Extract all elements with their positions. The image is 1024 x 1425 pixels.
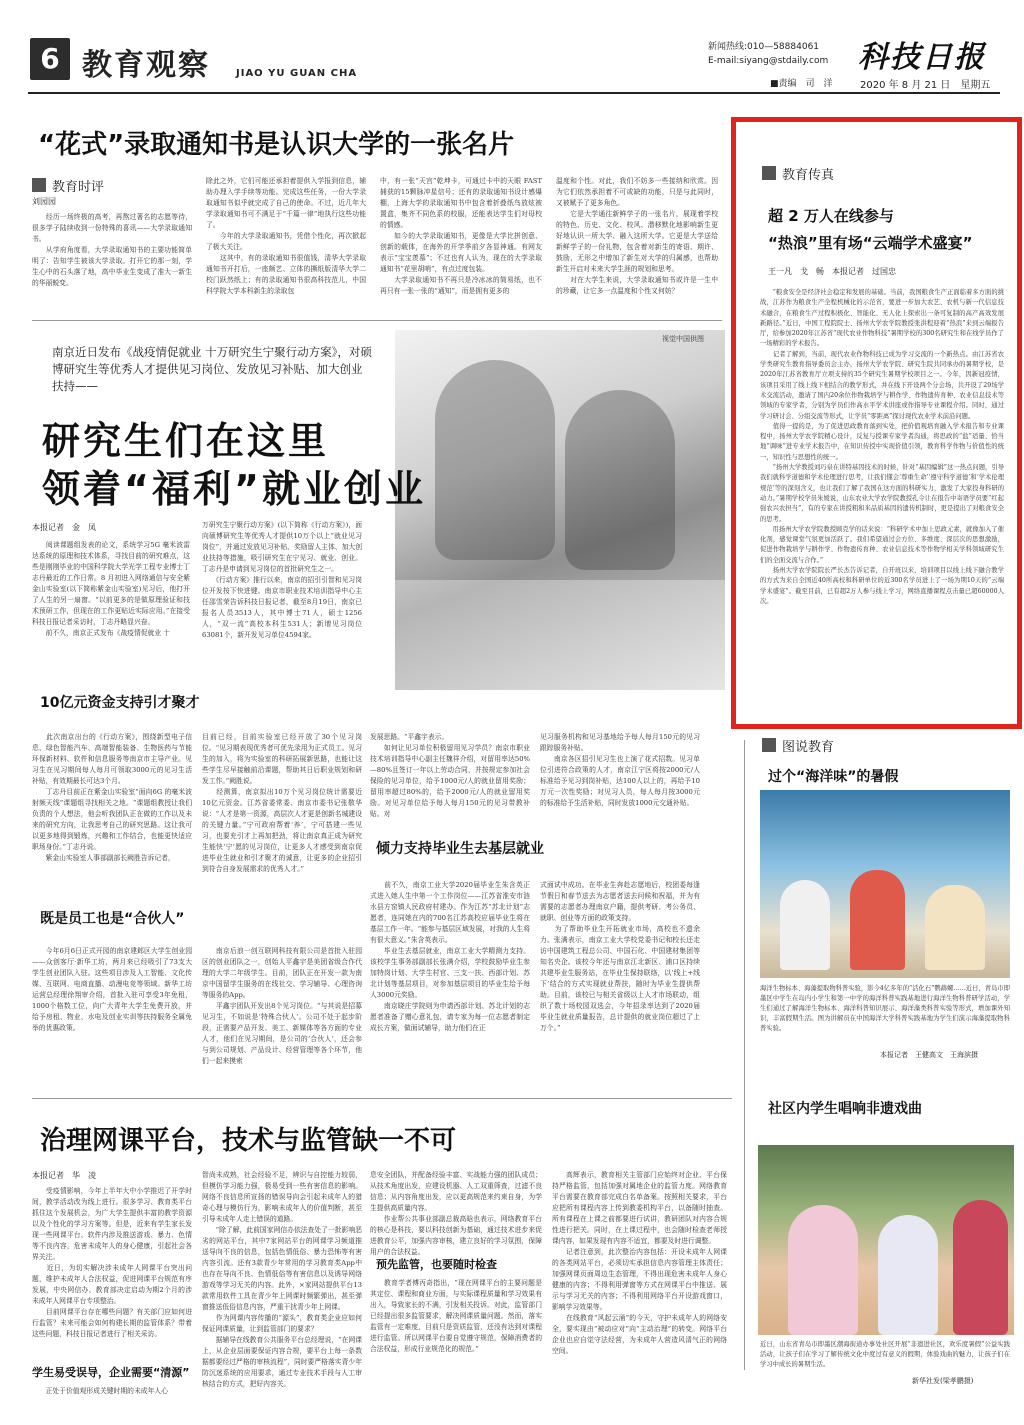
article4-col2: 南京后浪一创互联网科技有限公司是首批入驻园区的创业团队之一，创始人平鑫宇是美团省级合作代理的大学二年级学生。目前，团队正在开发一款为南京中国留学生服务的在线社交、学习辅导、心理咨询等服务的App。 平鑫宇团队开发出8个见习岗位。“与其说是招募见习生，不如说是‘特殊合伙人’。公司不处于起步阶段，正需要产品开发、美工、新媒体等各方面的专业人才，他们在见习期间，是公司的‘合伙人’，还会参与到公司规划、产品设计、经营管理等各个环节，他们一起来摸索 — [202, 947, 362, 1065]
article1-col4: 温度和个性。对此，我们不妨多一些接纳和欣赏。因为它们依然承担着不可或缺的功能，只是与此同时，又被赋予了更多角色。 它是大学通往新鲜学子的一张名片，展现着学校的特色、历史、文化、校风、潜移默化地影响新生更好地认识一所大学、融入这所大学。它更是大学送给新鲜学子的一份礼物，包含着对新生的寄语、期许、鼓励，无形之中增加了新生对大学的归属感，也帮助新生开启对未来大学生涯的规划和思考。 对在大学生来说，大学录取通知书或许是一生中的珍藏，让它多一点温度和个性又何妨？ — [556, 177, 718, 295]
article5-col1: 前不久，南京工业大学2020届毕业生朱含英正式进入她人生中第一个工作岗位——江苏省淮安市涟水县方窑镇人民政府村建办。作为江苏“苏北计划”志愿者，连同她在内的700名江苏高校应届毕业生将在基层工作一年。“能参与基层区域发展，对我的人生将有很大意义。”朱含英表示。 毕业生去基层就业，南京工业大学精测力支持。该校学生事务部副部长张满介绍，学校鼓励毕业生参加特岗计划、大学生村官、三支一扶、西部计划、苏北计划等基层项目，对参加基层项目的毕业生给予每人3000元奖励。 南京晓庄学院则为申请西部计划、苏北计划的志愿者准备了赠心意礼包，请专家为每一位志愿者制定成长方案，做面试辅导，助力他们在正 — [370, 881, 530, 1032]
article1-col2: 除此之外，它们可能还承担着提供入学报到信息，辅助办理入学手续等功能。完成这些任务，一份大学录取通知书似乎就完成了自己的使命。不过，近几年大学录取通知书可不满足于“千篇一律”地执行这些功能了。 今年的大学录取通知书，凭借个性化，再次掀起了极大关注。 这其中，有的录取通知书很值钱，清华大学录取通知书开打后，一座颇艺、立体的撕纸版清华大学二校门跃然纸上；有的录取通知书很高科技范儿，中国科学院大学本科新生的录取包 — [206, 177, 366, 295]
article8-subheadline2: 预先监管，也要随时检查 — [376, 1258, 497, 1271]
article2-author: 本报记者 金 凤 — [32, 523, 96, 532]
article4-col1: 今年6月6日正式开园的南京建邺区大学生创业园——众创客厅·新华工坊，两月来已经吸引了73支大学生创业团队入驻。这些项目涉及人工智能、文化传媒、互联网、电商直播、动漫电竞等领域。新华工坊运营总经理徐翔审介绍，首批入驻可享受3年免租，1000个格数工位，向广大青年大学生免费开放，并给予房租、物业、水电及创业实训等扶持服务全属免举的优惠政策。 — [32, 947, 192, 1032]
article5-col2: 式面试中成功。在毕业生奔赴志愿地后，校团委每逢节假日和春节送去为志愿者送去问候和祝福，并为有需要的志愿者办理南京户籍，提供考研、考公务员、就职、创业等方面的政策支持。 为了帮助毕业生开拓就业市场，高校也不遗余力。张满表示，南京工业大学校党委书记和校长还走访中国建筑工程总公司、中国石化、中国建材集团等知名央企。该校今年还与南京江北新区、浦口区持续共建毕业生服务站，在毕业生保持联络，以‘线上+线下’结合的方式实现就业帮扶，随时为毕业生提供帮助。目前，该校已与相关省级以上人才市场联动，组织了数十场校园双选会，今年招录率达到了2020届毕业生就业质量报告，总计提供的就业岗位超过了上万个。” — [540, 881, 700, 1032]
article5-headline: 倾力支持毕业生去基层就业 — [376, 841, 544, 857]
hotline: 新闻热线:010—58884061 — [708, 42, 820, 52]
article8-col2: 智尚未成熟，社会经验不足，辨识与自控能力较弱，但模仿学习能力强，极易受到一些有害信息的影响。网络不良信息所宣扬的错误导向会引起未成年人的猎奇心理与模仿行为，影响未成年人的价值判断，甚至引导未成年人走上错误的道路。 “除了解，此前国家网信办依法查处了一批影响恶劣的网站平台，其中7家网站平台的网课学习频道推送导向不良的信息，包括色情低俗、暴力恐怖等有害内容引流。还有3款青少年常用的学习教育类App中也存在导向不良、色情低俗等有害信息以及诱导网络游戏等学习无关的内容。此外，×家网站提供平台13款常用软件工具在青少年上网课时频繁弹出，甚至弹窗推送低俗信息内容，严重干扰青少年上网课。 作为网课内容传播的“源头”，教育类企业应如何保证网课质量，让到监管部门的要求？ 据辅导在线教育公共服务平台总经理说，“在网课上，从企业层面要保证内容合规，要平台上每一条数据都要经过严格的审核流程”，同时要严格落实青少年防沉迷系统的应用要求，通过专业技术手段与人工审核结合的方式，把好内容关。 — [202, 1171, 362, 1388]
article2-headline-line2: 领着“福利”就业创业 — [42, 467, 426, 511]
article8-subheadline: 学生易受误导，企业需要“清源” — [32, 1366, 190, 1379]
article8-col4: 高辉表示，教育相关主管部门应始终对企业、平台保持严格监管，包括加强对属地企业的监管力度。网络教育平台需要在教育部完成白名单备案。按照相关要求，平台应把所有课程内容上传到教委机构平台，以备随时抽查。所有课程在上课之前都要进行试讲，教研团队对内容合规性进行把关。同时，在上课过程中，也会随时检查老师授课内容，如果发现有内容不适宜，都要及时进行调整。 记者注意到，此次整治内容包括：开设未成年人网课的各类网站平台，必须切实承担信息内容管理主体责任；加强网课页面周边生态管理，不得出现危害未成年人身心健康的内容；不得利用弹窗等方式在网课平台中推送、展示与学习无关的内容；不得利用网络平台开设游戏窗口，影响学习效果等。 在线教育“风起云涌”的今天，守护未成年人的网络安全，要实现由“被动应对”向“主动治理”的转变。网络平台企业也应自觉守法经营，为未成年人营造风清气正的网络空间。 — [552, 1171, 727, 1355]
ocean-science-photo — [760, 790, 1010, 978]
article6-author: 王一凡 戈 畅 本报记者 过国忠 — [768, 267, 896, 276]
article8-col1b: 正处于价值观形成关键时期的未成年人心 — [32, 1387, 168, 1395]
article1-tag: 教育时评 — [32, 176, 104, 195]
students-lab-photo — [395, 330, 725, 690]
masthead-rule — [28, 92, 1000, 94]
section-title: 教育观察 — [82, 48, 210, 83]
article8-headline: 治理网课平台，技术与监管缺一不可 — [40, 1126, 457, 1156]
article7-headline2: 社区内学生唱响非遗戏曲 — [768, 1101, 922, 1117]
page-number: 6 — [30, 38, 70, 80]
article8-col3b: 教育学者傅丙奇指出，“现在网课平台的主要问题是其定位、课程和商业方面，与实际课程质量和学习效果有出入，导致家长的不满，引发相关投诉。对此，监管部门已经提出很多监管要求，解决网课质量问题。然而，落实监管有一定难度，目前只是资质监管，还没有达到对课程进行监管。所以网课平台要自觉遵守规范，保障消费者的合法权益，形成行业规范化的规范。” — [370, 1279, 542, 1353]
photo-credit: 视觉中国供图 — [662, 335, 704, 343]
article2-col2: 万研究生宁聚行动方案》(以下简称《行动方案》)，面向硕博研究生等优秀人才提供10万个以上“就业见习岗位”，并通过发放见习补贴、奖励留人主体、加大创业扶持等措施，吸引研究生在宁见习、就业、创业。丁志丹是申请到见习岗位的首批研究生之一。 《行动方案》推行以来，南京的招引引智和见习岗位开发按下快进键。南京市职业技术培训指导中心主任邵雪荣告诉科技日报记者，截至8月19日，南京已报名人员3513人，其中博士71人，硕士1256人，“双一流”高校本科生531人；新增见习岗位63081个，新开发见习单位4594家。 — [202, 521, 362, 639]
article3-col1: 此次南京出台的《行动方案》，围绕新型电子信息、绿色智能汽车、高端智能装备、生物医药与节能环保新材料、软件和信息服务等南京市主导产业。见习生在见习期间每人每月可领取3000元的见习生活补贴，有效期最长可达3个月。 丁志丹目前正在紫金山实验室“面向6G 的毫米波射频天线”课题组寻找相关之地。“课题组教授让我们负责的个人想法，他会听我团队正在做的工作以及未来的研究方向，让我思考自己的研究思路。这让我可以更多地得到锻炼，兴趣和工作结合，也能更快适应职场身份。”丁志丹说。 紫金山实验室人事部副部长阙胜告诉记者， — [32, 733, 192, 862]
article7-credit2: 新华社发(梁孝鹏摄) — [912, 1377, 974, 1385]
article6-body: “粮食安全是经济社会稳定和发展的基础。当前，我国粮食生产正面临着多方面的挑战，江苏作为粮食生产全程机械化的示范省，要进一步加大农艺、农机与新一代信息技术融合，在粮食生产过程积极化、智能化、无人化上探索出一条可复制的高产高效发展新路径。”近日，中国工程院院士、扬州大学农学院教授张洪程迎着“热浪”来到云端报告厅，给参加2020年江苏省“现代农业作物科技”暑期学校的300名研究生和在线学员作了一场精彩的学术报告。 记者了解到，当前，现代农业作物科技已成为学习交流的一个新热点。由江苏省农学类研究生教育指导委员会主办，扬州大学农学院、研究生院共同承办的暑期学校，是2020年江苏省教育厅立项支持的35个研究生暑期学校项目之一。今年，因新冠疫情，该项目采用了线上线下相结合的教学形式，并在线下开设两个分会场，共开设了29场学术交流活动，邀请了国内20余位作物栽培学与耕作学、作物遗传育种、农业信息技术等领域的专家学者，分别为学员们作高水平学术讲座或作指导专业课程介绍。同时，通过学习研讨会、分组交流等形式，让学员“零距离”探讨现代农业学术前沿问题。 值得一提的是，为了促进思政教育落到实处，把价值观培育融入学术报告和专业课程中，扬州大学农学院精心设计，反复与授课专家学者沟通，将思政的“盐”适量、恰当地“调味”进专业学术报告中，在知识传授中实现价值引领，教育科学作物与价值性的统一，知识性与思想性的统一。 “扬州大学教授刘巧泉在讲特基因技术的时候，针对“基因编辑”这一热点问题，引导我们就科学道德和学术伦理进行思考，让我们懂会‘尊重生命’‘遵守科学道德’和‘学术伦理规范’等的深刻含义，也让我们了解了我国在这方面的科研实力，激发了大家投身科研的动力。”暑期学校学员朱媛说，山东农业大学农学院教授孔令让在报告中寄语学员要“红起强农兴农担当”，有的专家在讲授粗和米品质基因的遗传机制时，更是提出了对粮食安全的思考。 用扬州大学农学院教授顾克学的话来说：“科研学术中加上思政元素，就像加入了催化剂，感觉课堂气氛更加活跃了。我们希望通过会方位、多维度、深层次的思想激励，促进作物栽培学与耕作学、作物遗传育种、农业信息技术等作物学相关学科领域研究生们的全面交流与合作。” 扬州大学农学院院长严长杰告诉记者，自开班以来，培训项目以线上线下融合教学的方式为来自全国近40所高校和科研单位的近300名学员进上了一场为期10天的“云端学术盛宴”。截至目前，已有超2万人参与线上学习，网络直播课程点击量已超60000人次。 — [760, 289, 1004, 605]
email[interactable]: E-mail:siyang@stdaily.com — [708, 56, 829, 66]
section-pinyin: JIAO YU GUAN CHA — [236, 68, 358, 79]
editor-credit: ■责编 司 洋 — [770, 79, 833, 89]
article3-col3: 发展思路。“平鑫宇表示。 如何让见习单位积极留用见习学员？南京市职业技术培训指导中心副主任魏祥介绍，对留用率达50%—80%且签订一年以上劳动合同，并按规定参加社会保险的见习单位，给予1000元/人的就业留用奖励；留用率超过80%的，给予2000元/人的就业留用奖励。对见习单位给予每人每月150元的见习带教补贴。对 — [370, 733, 530, 818]
article1-author: 刘园园 — [32, 197, 56, 206]
article3-headline: 10亿元资金支持引才聚才 — [40, 695, 200, 711]
article1-col3: 中，有一张“天宫”乾坤卡，可通过卡中的天眼 FAST 捕获的15颗脉冲星信号；还有的录取通知书设计感爆棚，上海大学的录取通知书中包含着折叠纸鸟放炫被置盒，集齐不同色系的校服，还能表达学生们对母校的情感。 如今的大学录取通知书，更像是大学比拼创意、创新的载体，在海外的开学季前夕各显神通。有网友表示“宝宝羡慕”；不过也有人认为，现在的大学录取通知书“花里胡哨”，有点过度包装。 大学录取通知书不再只是冷冰冰的简易纸，也不再只有一张一张的“通知”，而是拥有更多的 — [380, 177, 542, 295]
article3-col2: 目前已经，目前实验室已经开放了30个见习岗位。“见习期表现优秀者可优先录用为正式员工。见习生的加入，将为实验室的科研拓展新思路，也能让这些学生尽早接触前沿课题，帮助其日后职业规划和研发工作。”阙胜说。 经测算，南京拟出10万个见习岗位统计需要近10亿元资金。江苏省委常委、南京市委书记张敬华说：“人才是第一资源，高层次人才更是创新名城建设的关键力量。”宁可政府帮着‘养’，宁可搭建一些见习，也要充引才上再加把劲，将让南京真正成为研究生能快‘宁’愿的见习岗位，让更多人才感受到南京促进毕业生就业和引才聚才的诚意，让更多的企业招引到符合自身发展需求的优秀人才。” — [202, 733, 362, 873]
opera-children-photo — [758, 1145, 1014, 1335]
article7-credit: 本报记者 王健高文 王海滨摄 — [880, 1051, 978, 1059]
article6-headline-line2: “热浪”里有场“云端学术盛宴” — [768, 234, 973, 252]
article7-caption: 海洋生物标本、海藻提取物科普实验，影今4亿多年的“活化石”鹦鹉螺……近日，青岛市即墨区中学生在岛内小学生和第一中学的海洋科普实践基地进行海洋生物科普研学活动，学生们通过了解海洋生物标本、海洋科普知识展示、海洋藻类科普实验等形式，增加课外知识，丰富假期生活。图为讲解员在中国海洋大学科普实践基地为学生们演示海藻提取物科普实验。 — [760, 985, 1010, 1032]
article8-col1: 受疫情影响，今年上半年大中小学推迟了开学时间，教学活动改为线上进行。很多学习、教育类平台抓住这个发展机会，为广大学生提供丰富的教学资源以及个性化的学习方案等。但是，近来有学生家长发现一些网课平台、软件内涉及推送游戏、暴力、色情等不良内容，危害未成年人的身心健康，引起社会各界关注。 近日，为切实解决涉未成年人网课平台突出问题，维护未成年人合法权益，促进网课平台规范有序发展，中央网信办、教育部决定启动为期2个月的涉未成年人网课平台专项整治。 目前网课平台存在哪些问题？有关部门应如何进行监管？未来可能会如何构建长期的监管体系？带着这些问题，科技日报记者进行了相关采访。 — [32, 1187, 192, 1338]
divider — [32, 320, 722, 321]
article3-col4: 见习服务机构和见习基地给予每人每月150元的见习跟踪服务补贴。 南京各区招引见习生也上演了花式招数。见习单位引进符合政策的人才，南京江宁区将按2000元/人标准给予见习到岗补贴，达100人以上的，再给予10万元一次性奖励；对见习人员，每人每月按3000元的标准给予生活补贴，同时发放1000元交通补贴。 — [540, 733, 700, 807]
article4-headline: 既是员工也是“合伙人” — [40, 911, 185, 927]
divider — [32, 1098, 732, 1099]
article6-headline-line1: 超 2 万人在线参与 — [768, 207, 894, 225]
issue-date: 2020 年 8 月 21 日 星期五 — [860, 80, 991, 91]
article1-headline: “花式”录取通知书是认识大学的一张名片 — [38, 130, 515, 160]
column-divider — [744, 740, 745, 1370]
article2-headline-line1: 研究生们在这里 — [42, 419, 330, 463]
article6-tag: 教育传真 — [762, 164, 834, 183]
article1-col1: 经历一场终极的高考，再熬过著名的志愿等待，很多学子陆续收到一份特殊的喜讯——大学录取通知书。 从学府角度看，大学录取通知书的主要功能简单明了：告知学生被该大学录取。打开它的那一刻，学生心中的石头落了地，高中毕业生变成了准大一新生的华丽蜕变。 — [32, 213, 192, 287]
article7-headline: 过个“海洋味”的暑假 — [768, 769, 899, 785]
article8-author: 本报记者 华 凌 — [32, 1171, 96, 1180]
contact-info — [708, 40, 828, 68]
article8-col3: 息安全团队，并配备经验丰富、实战能力强的团队成员；从技术角度出发，应建设机器、人工双重筛查，过滤不良信息；从内容角度出发，应以更高规范来约束自身，为学生提供高质量内容。 作业帮公共事业部副总裁高晗也表示，网络教育平台的核心是科技，要以科技创新为基础，通过技术进步来促进教育公平，加强内容审核，建立良好的学习氛围，保障用户的合法权益。 — [370, 1171, 542, 1256]
newspaper-logo: 科技日报 — [858, 40, 986, 75]
article2-kicker: 南京近日发布《战疫情促就业 十万研究生宁聚行动方案》，对硕博研究生等优秀人才提供见习岗位、发放见习补贴、加大创业扶持—— — [52, 345, 372, 393]
article7-caption2: 近日，山东省青岛市即墨区潮海街道办事处社区开展“非遗进社区，欢乐度暑假”公益实践活动，让孩子们在学习了解传统文化中度过有意义的假期，体验戏曲的魅力，让孩子们在学习中成长的暑期生活。 — [760, 1341, 1010, 1368]
article7-tag: 图说教育 — [762, 736, 834, 755]
article2-col1: 阅读课题组发表的论文，系统学习5G 毫米波雷达系统的原理和技术体系，寻找目前的研究难点，这些是刚刚毕业的中国科学院大学光学工程专业博士丁志丹最近的工作日常。8 月初进入网络通信与安全紫金山实验室(以下简称紫金山实验室)见习后，他打开了人生的另一扇窗。“以前更多的是做原理验证和技术预研工作，但现在的工作更贴近实际应用。”在接受科技日报记者采访时，丁志丹略显兴奋。 前不久，南京正式发布《战疫情促就业 十 — [32, 541, 190, 637]
